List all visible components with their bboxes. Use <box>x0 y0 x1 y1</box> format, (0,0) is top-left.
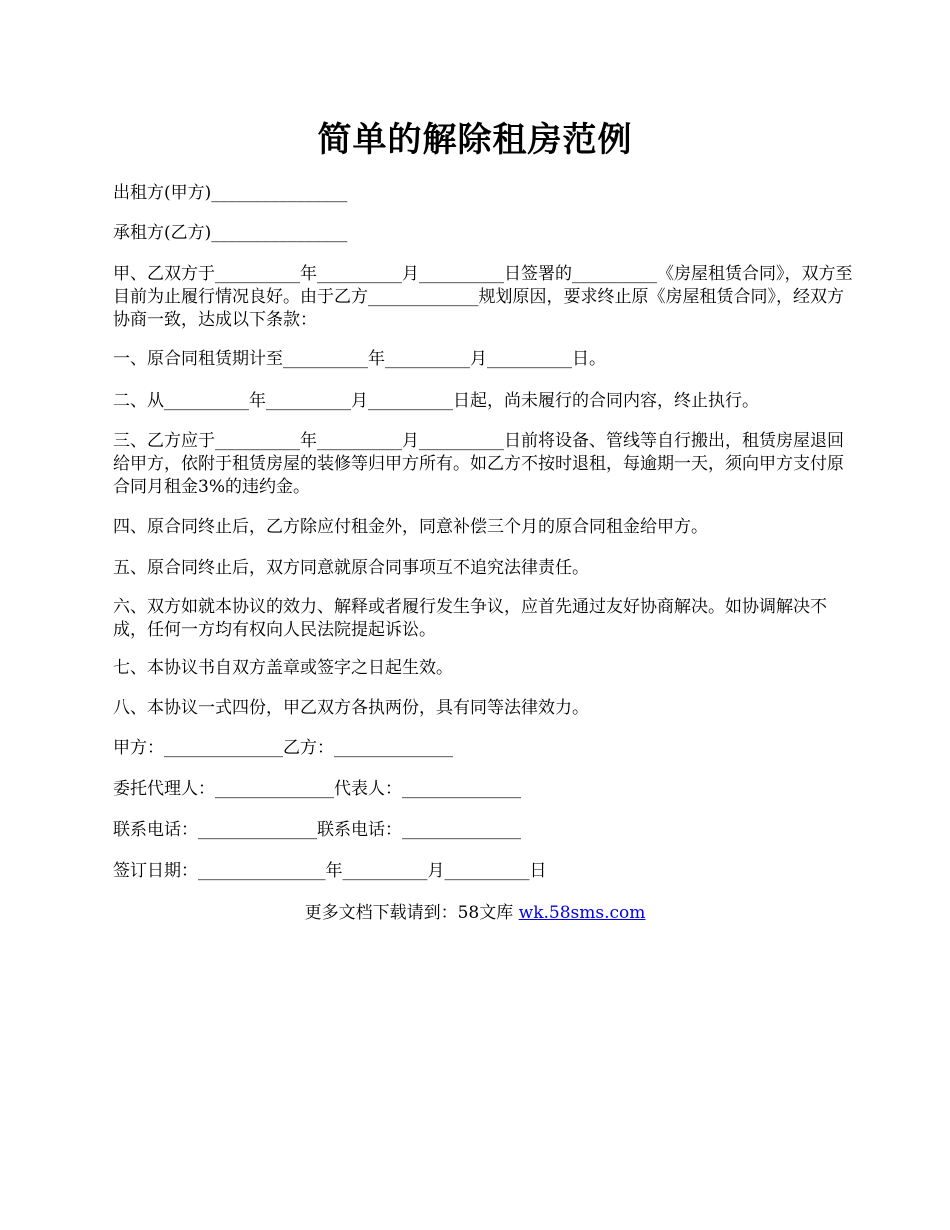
clause-5: 五、原合同终止后，双方同意就原合同事项互不追究法律责任。 <box>113 558 589 578</box>
lessor-line: 出租方(甲方)________________ <box>113 183 348 203</box>
document-title: 简单的解除租房范例 <box>317 120 633 160</box>
footer-text: 更多文档下载请到：58文库 <box>304 903 519 923</box>
signature-parties-line: 甲方：______________乙方：______________ <box>113 738 453 758</box>
clause-1: 一、原合同租赁期计至__________年__________月__________日。 <box>113 349 606 369</box>
clause-6: 六、双方如就本协议的效力、解释或者履行发生争议，应首先通过友好协商解决。如协调解决不成，任何一方均有权向人民法院提起诉讼。 <box>113 597 827 640</box>
footer <box>0 902 950 925</box>
signature-date-line: 签订日期：_______________年__________月__________日 <box>113 861 547 881</box>
footer-link[interactable]: wk.58sms.com <box>518 903 646 923</box>
clause-7: 七、本协议书自双方盖章或签字之日起生效。 <box>113 658 453 678</box>
clause-2: 二、从__________年__________月__________日起，尚未履行的合同内容，终止执行。 <box>113 391 759 411</box>
clause-4: 四、原合同终止后，乙方除应付租金外，同意补偿三个月的原合同租金给甲方。 <box>113 517 708 537</box>
clause-3: 三、乙方应于__________年__________月__________日前将设备、管线等自行搬出，租赁房屋退回给甲方，依附于租赁房屋的装修等归甲方所有。如乙方不按时退租，每逾期一天，须向甲方支付原合同月租金3%的违约金。 <box>113 431 844 497</box>
signature-phone-line: 联系电话：______________联系电话：______________ <box>113 820 521 840</box>
lessee-line: 承租方(乙方)________________ <box>113 223 348 243</box>
signature-agent-line: 委托代理人：______________代表人：______________ <box>113 779 521 799</box>
intro-paragraph: 甲、乙双方于__________年__________月__________日签署的__________《房屋租赁合同》，双方至目前为止履行情况良好。由于乙方_____________规划原因，要求终止原《房屋租赁合同》，经双方协商一致，达成以下条款： <box>113 264 853 330</box>
clause-8: 八、本协议一式四份，甲乙双方各执两份，具有同等法律效力。 <box>113 698 589 718</box>
